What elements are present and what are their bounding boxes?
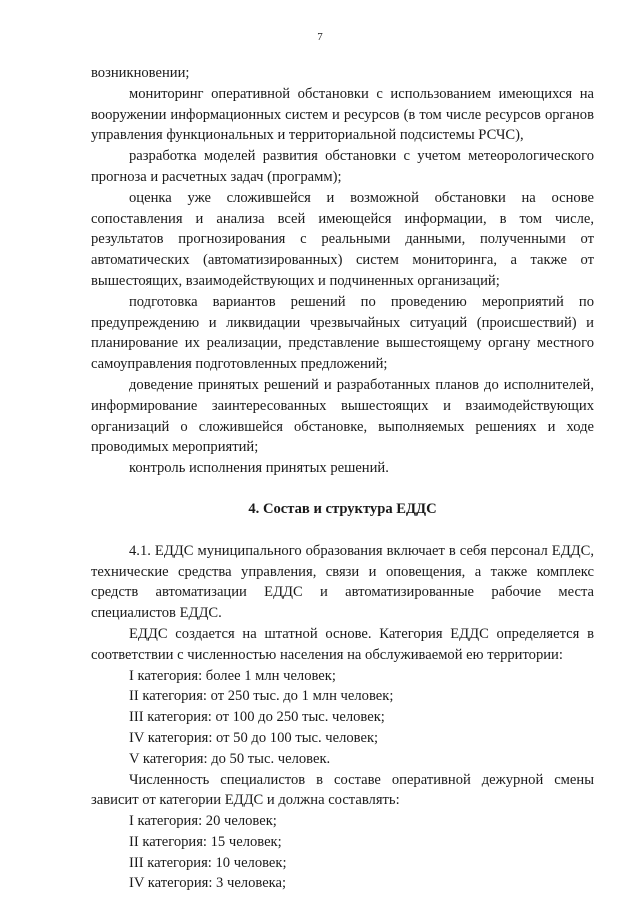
page-number: 7 [317,31,323,43]
paragraph: ЕДДС создается на штатной основе. Категория ЕДДС определяется в соответствии с численностью населения на обслуживаемой ею территории: [91,625,594,663]
section-heading: 4. Состав и структура ЕДДС [248,500,437,517]
paragraph: подготовка вариантов решений по проведению мероприятий по предупреждению и ликвидации чрезвычайных ситуаций (происшествий) и планирование их реализации, представление вышестоящему органу местного самоуправления подготовленных предложений; [91,293,594,373]
paragraph: разработка моделей развития обстановки с учетом метеорологического прогноза и расчетных задач (программ); [91,148,594,185]
list-item: I категория: более 1 млн человек; [129,667,336,684]
list-item: V категория: до 50 тыс. человек. [129,750,331,767]
list-item: II категория: от 250 тыс. до 1 млн человек; [129,688,394,705]
paragraph: доведение принятых решений и разработанных планов до исполнителей, информирование заинтересованных вышестоящих и взаимодействующих организаций о сложившейся обстановке, выполняемых решениях и ходе проводимых мероприятий; [91,376,594,456]
list-item: I категория: 20 человек; [129,813,277,830]
list-item: IV категория: 3 человека; [129,875,287,892]
paragraph: контроль исполнения принятых решений. [129,460,389,477]
paragraph: Численность специалистов в составе оперативной дежурной смены зависит от категории ЕДДС и должна составлять: [91,771,594,809]
list-item: II категория: 15 человек; [129,833,282,850]
paragraph: оценка уже сложившейся и возможной обстановки на основе сопоставления и анализа всей имеющейся информации, в том числе, результатов прогнозирования с реальными данными, полученными от автоматических (автоматизированных) систем мониторинга, а также от вышестоящих, взаимодействующих и подчиненных организаций; [91,189,594,289]
paragraph: возникновении; [91,65,190,81]
list-item: IV категория: от 50 до 100 тыс. человек; [129,729,379,746]
list-item: III категория: от 100 до 250 тыс. человек; [129,709,385,726]
document-body [91,63,594,894]
paragraph: мониторинг оперативной обстановки с использованием имеющихся на вооружении информационных систем и ресурсов (в том числе ресурсов органов управления функциональных и территориальной подсистемы РСЧС), [91,85,594,144]
list-item: III категория: 10 человек; [129,854,287,871]
paragraph: 4.1. ЕДДС муниципального образования включает в себя персонал ЕДДС, технические средства управления, связи и оповещения, а также комплекс средств автоматизации ЕДДС и автоматизированные рабочие места специалистов ЕДДС. [91,542,594,622]
